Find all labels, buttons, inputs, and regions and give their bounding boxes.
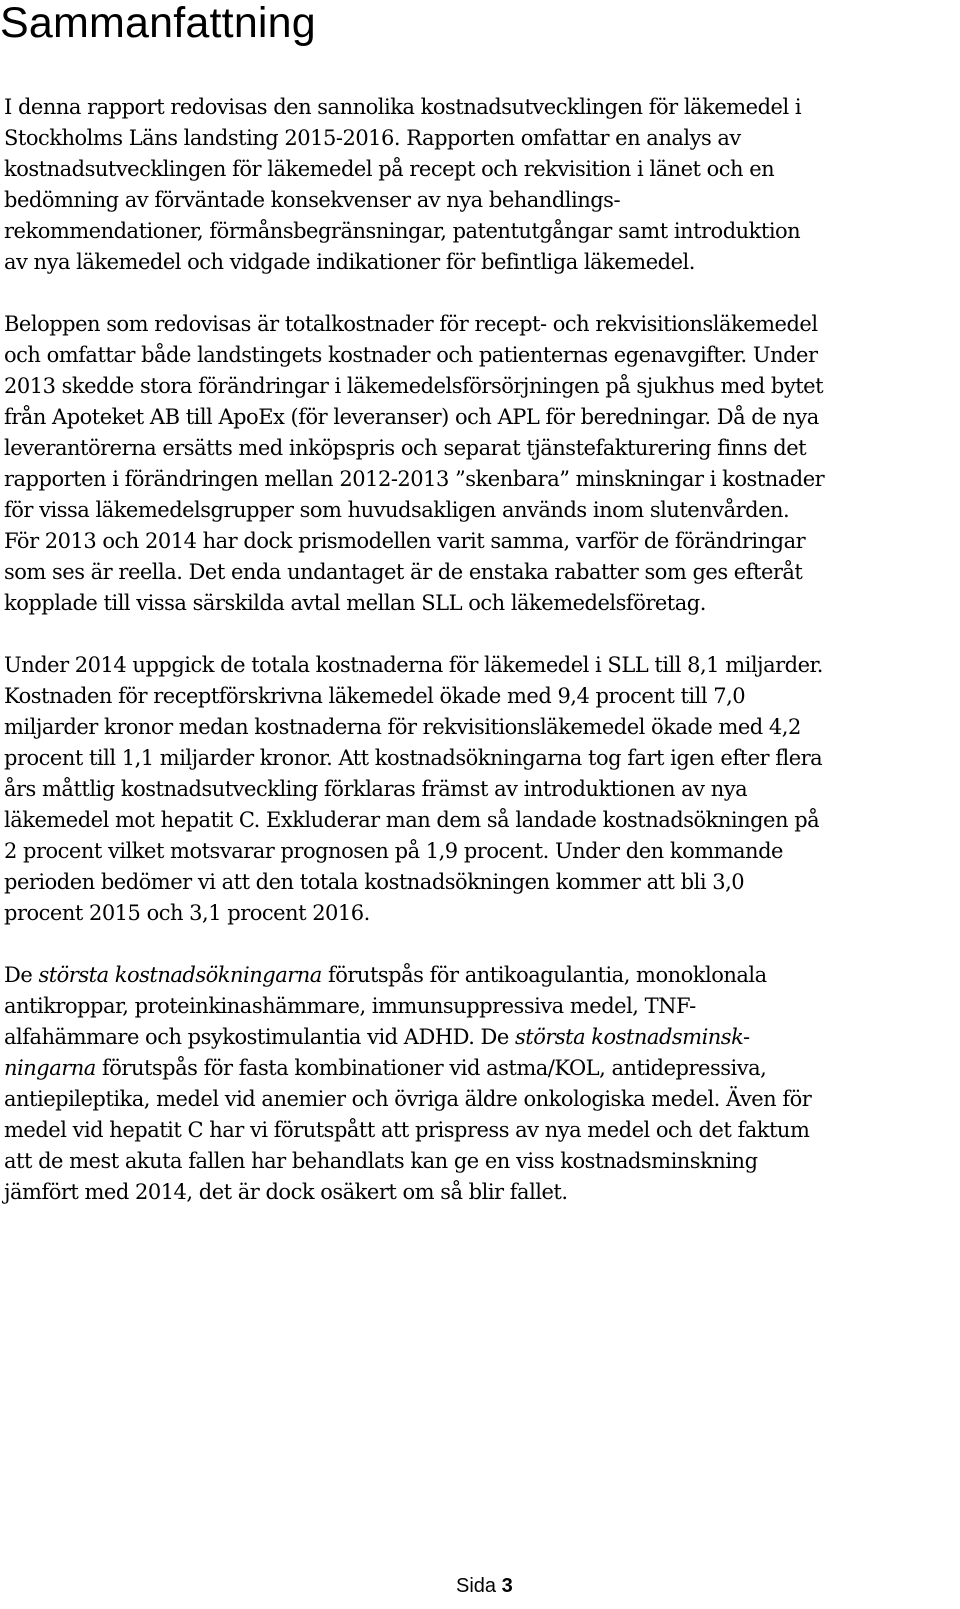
page-number: 3 — [501, 1575, 513, 1597]
paragraph-intro — [4, 92, 944, 278]
text-segment: De — [4, 963, 39, 987]
paragraph-cost-development-2014 — [4, 650, 944, 929]
text-line — [4, 1053, 944, 1084]
text-line: rekommendationer, förmånsbegränsningar, patentutgångar samt introduktion — [4, 219, 801, 243]
paragraph-costs-definition — [4, 309, 944, 619]
text-line: läkemedel mot hepatit C. Exkluderar man dem så landade kostnadsökningen på — [4, 808, 820, 832]
emphasis-largest-increases: största kostnadsökningarna — [38, 963, 322, 987]
text-line: procent till 1,1 miljarder kronor. Att kostnadsökningarna tog fart igen efter flera — [4, 746, 823, 770]
paragraph-largest-changes — [4, 960, 944, 1208]
emphasis-largest-decreases: största kostnadsminsk- — [515, 1025, 750, 1049]
text-line: och omfattar både landstingets kostnader och patienternas egenavgifter. Under — [4, 343, 818, 367]
text-line: perioden bedömer vi att den totala kostnadsökningen kommer att bli 3,0 — [4, 870, 745, 894]
text-line: I denna rapport redovisas den sannolika kostnadsutvecklingen för läkemedel i — [4, 95, 802, 119]
text-line: leverantörerna ersätts med inköpspris och separat tjänstefakturering finns det — [4, 436, 807, 460]
text-segment: alfahämmare och psykostimulantia vid ADHD. De — [4, 1025, 515, 1049]
text-segment: förutspås för fasta kombinationer vid astma/KOL, antidepressiva, — [95, 1056, 767, 1080]
text-line: som ses är reella. Det enda undantaget är de enstaka rabatter som ges efteråt — [4, 560, 803, 584]
document-body — [4, 92, 944, 1239]
text-line: bedömning av förväntade konsekvenser av nya behandlings- — [4, 188, 621, 212]
page-title: Sammanfattning — [0, 0, 316, 47]
text-line: antiepileptika, medel vid anemier och övriga äldre onkologiska medel. Även för — [4, 1087, 812, 1111]
page-label: Sida — [456, 1575, 497, 1597]
text-segment: förutspås för antikoagulantia, monoklonala — [321, 963, 767, 987]
emphasis-largest-decreases-cont: ningarna — [4, 1056, 96, 1080]
text-line — [4, 1022, 944, 1053]
text-line: procent 2015 och 3,1 procent 2016. — [4, 901, 370, 925]
text-line: 2013 skedde stora förändringar i läkemedelsförsörjningen på sjukhus med bytet — [4, 374, 824, 398]
text-line: av nya läkemedel och vidgade indikationer för befintliga läkemedel. — [4, 250, 695, 274]
text-line: Under 2014 uppgick de totala kostnaderna för läkemedel i SLL till 8,1 miljarder. — [4, 653, 823, 677]
text-line: antikroppar, proteinkinashämmare, immunsuppressiva medel, TNF- — [4, 994, 696, 1018]
text-line: kostnadsutvecklingen för läkemedel på recept och rekvisition i länet och en — [4, 157, 775, 181]
text-line: Beloppen som redovisas är totalkostnader för recept- och rekvisitionsläkemedel — [4, 312, 818, 336]
text-line: medel vid hepatit C har vi förutspått att prispress av nya medel och det faktum — [4, 1118, 810, 1142]
text-line: kopplade till vissa särskilda avtal mellan SLL och läkemedelsföretag. — [4, 591, 706, 615]
text-line: års måttlig kostnadsutveckling förklaras främst av introduktionen av nya — [4, 777, 748, 801]
text-line: jämfört med 2014, det är dock osäkert om så blir fallet. — [4, 1180, 568, 1204]
text-line: Stockholms Läns landsting 2015-2016. Rapporten omfattar en analys av — [4, 126, 741, 150]
text-line: för vissa läkemedelsgrupper som huvudsakligen används inom slutenvården. — [4, 498, 790, 522]
text-line: Kostnaden för receptförskrivna läkemedel ökade med 9,4 procent till 7,0 — [4, 684, 746, 708]
text-line — [4, 960, 944, 991]
text-line: För 2013 och 2014 har dock prismodellen varit samma, varför de förändringar — [4, 529, 806, 553]
text-line: att de mest akuta fallen har behandlats kan ge en viss kostnadsminskning — [4, 1149, 758, 1173]
text-line: från Apoteket AB till ApoEx (för leveranser) och APL för beredningar. Då de nya — [4, 405, 819, 429]
text-line: miljarder kronor medan kostnaderna för rekvisitionsläkemedel ökade med 4,2 — [4, 715, 801, 739]
page-footer — [456, 1574, 513, 1598]
text-line: 2 procent vilket motsvarar prognosen på 1,9 procent. Under den kommande — [4, 839, 783, 863]
text-line: rapporten i förändringen mellan 2012-2013 ”skenbara” minskningar i kostnader — [4, 467, 825, 491]
